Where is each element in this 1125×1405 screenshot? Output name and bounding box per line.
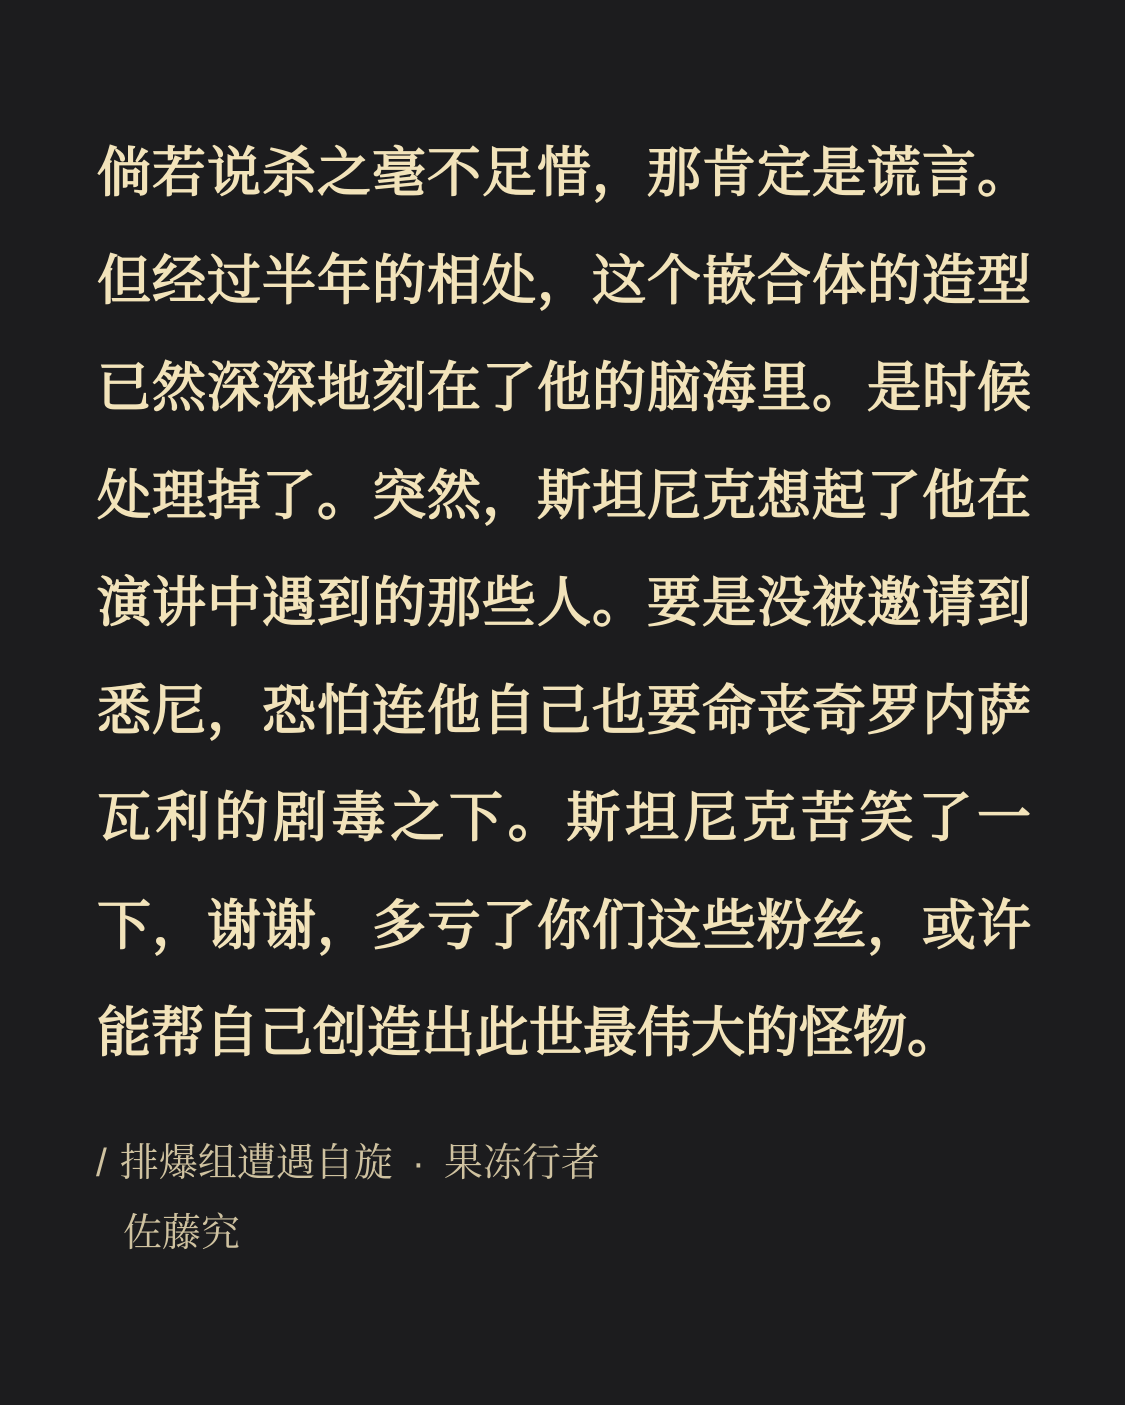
quote-line: 演讲中遇到的那些人。要是没被邀请到 [97,573,1031,633]
attribution-chapter: 排爆组遭遇自旋 [119,1142,393,1185]
quote-line: 但经过半年的相处，这个嵌合体的造型 [97,250,1031,311]
quote-line: 已然深深地刻在了他的脑海里。是时候 [97,358,1031,418]
quote-line: 悉尼，恐怕连他自己也要命丧奇罗内萨 [97,680,1031,741]
quote-line: 倘若说杀之毫不足惜，那肯定是谎言。 [97,143,1031,203]
attribution-line [96,1141,600,1187]
quote-text-block [97,120,1031,1088]
attribution-author: 佐藤究 [123,1212,241,1255]
quote-line: 瓦利的剧毒之下。斯坦尼克苦笑了一 [97,788,1031,848]
quote-line: 下，谢谢，多亏了你们这些粉丝，或许 [97,895,1031,956]
quote-line: 能帮自己创造出此世最伟大的怪物。 [97,1003,961,1063]
attribution-slash: / [96,1142,107,1185]
attribution-separator: · [411,1142,425,1185]
attribution-work-title: 果冻行者 [443,1142,600,1185]
quote-line: 处理掉了。突然，斯坦尼克想起了他在 [97,465,1031,526]
